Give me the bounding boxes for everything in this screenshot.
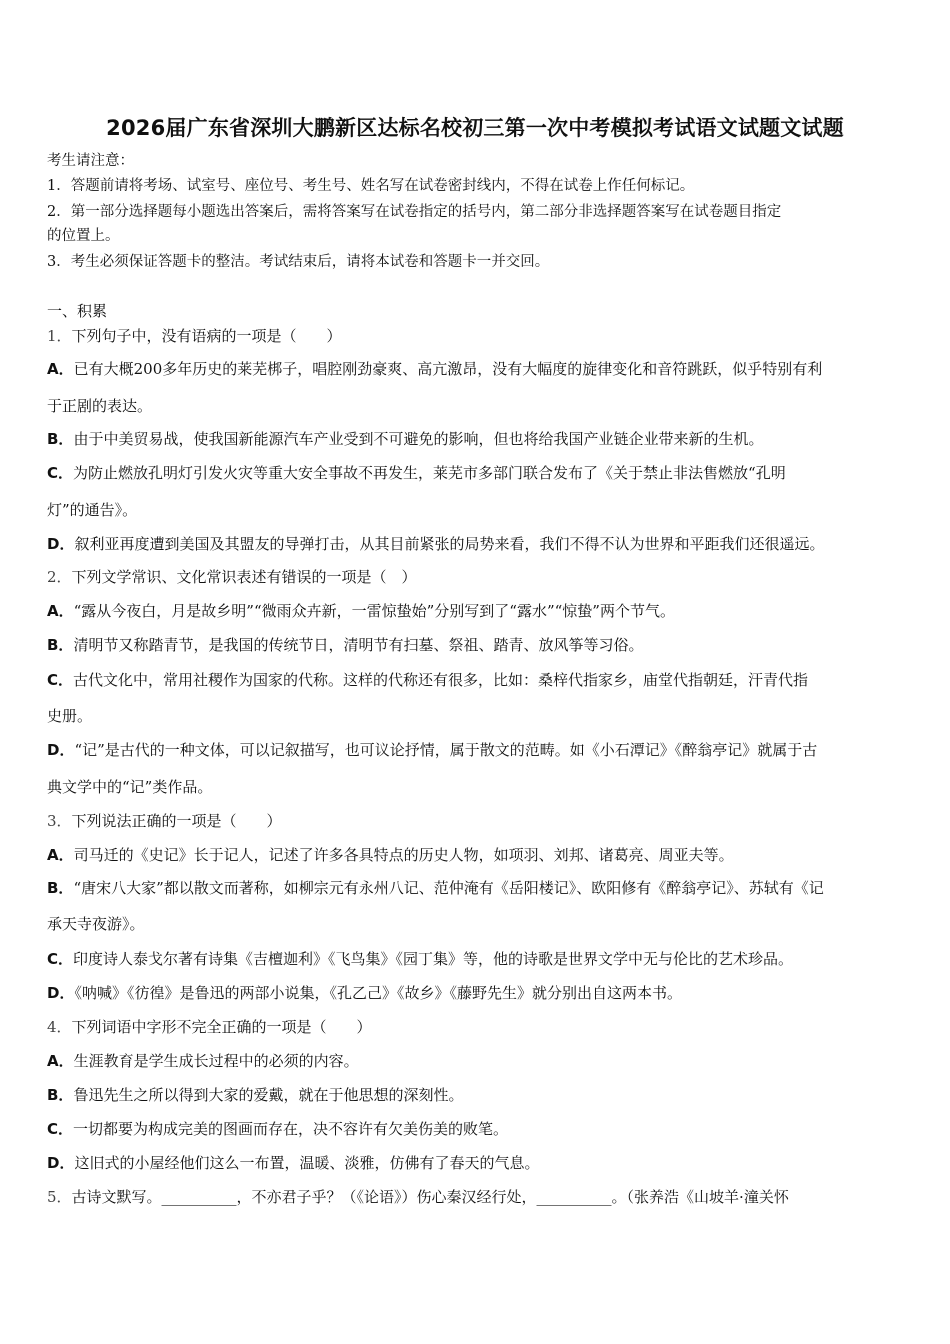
question-number: 2．: [47, 568, 72, 586]
section-heading: 一、积累: [47, 302, 108, 320]
option-letter: C．: [47, 464, 74, 482]
notice-line: 2．第一部分选择题每小题选出答案后，需将答案写在试卷指定的括号内，第二部分非选择题答案写在试卷题目指定: [47, 204, 782, 220]
option-a: [47, 1051, 909, 1071]
option-a-cont: 于正剧的表达。: [47, 397, 153, 415]
option-letter: D．: [47, 984, 75, 1002]
option-c: [47, 463, 909, 483]
question-stem: [47, 1187, 909, 1207]
question-text: 下列文学常识、文化常识表述有错误的一项是（ ）: [71, 568, 417, 586]
option-text: “唐宋八大家”都以散文而著称，如柳宗元有永州八记、范仲淹有《岳阳楼记》、欧阳修有《醉翁亭记》、苏轼有《记: [73, 879, 824, 897]
notice-heading: 考生请注意：: [47, 153, 134, 169]
notice-line: 1．答题前请将考场、试室号、座位号、考生号、姓名写在试卷密封线内，不得在试卷上作任何标记。: [47, 178, 695, 194]
option-b: [47, 1085, 909, 1105]
option-d-cont: 典文学中的“记”类作品。: [47, 778, 213, 796]
option-text: 为防止燃放孔明灯引发火灾等重大安全事故不再发生，莱芜市多部门联合发布了《关于禁止非法售燃放“孔明: [73, 464, 786, 482]
question-text: 下列句子中，没有语病的一项是（ ）: [71, 327, 342, 345]
option-a: [47, 359, 909, 379]
option-letter: D．: [47, 535, 75, 553]
option-letter: C．: [47, 671, 74, 689]
option-text: 司马迁的《史记》长于记人，记述了许多各具特点的历史人物，如项羽、刘邦、诸葛亮、周亚夫等。: [73, 846, 734, 864]
option-letter: B．: [47, 430, 74, 448]
option-letter: B．: [47, 636, 74, 654]
option-c: [47, 670, 909, 690]
option-letter: A．: [47, 602, 74, 620]
option-text: 一切都要为构成完美的图画而存在，决不容许有欠美伤美的败笔。: [73, 1120, 509, 1138]
option-b: [47, 878, 909, 898]
option-d: [47, 740, 909, 760]
question-number: 3．: [47, 812, 72, 830]
option-c: [47, 1119, 909, 1139]
option-text: “记”是古代的一种文体，可以记叙描写，也可议论抒情，属于散文的范畴。如《小石潭记》《醉翁亭记》就属于古: [74, 741, 818, 759]
option-text: 这旧式的小屋经他们这么一布置，温暖、淡雅，仿佛有了春天的气息。: [74, 1154, 540, 1172]
option-c-cont: 史册。: [47, 707, 93, 725]
option-text: 由于中美贸易战，使我国新能源汽车产业受到不可避免的影响，但也将给我国产业链企业带来新的生机。: [73, 430, 764, 448]
question-number: 1．: [47, 327, 72, 345]
option-c: [47, 949, 909, 969]
option-letter: D．: [47, 741, 75, 759]
option-letter: C．: [47, 950, 74, 968]
option-a: [47, 845, 909, 865]
option-d: [47, 1153, 909, 1173]
notice-line: 3．考生必须保证答题卡的整洁。考试结束后，请将本试卷和答题卡一并交回。: [47, 254, 550, 270]
question-stem: [47, 811, 909, 831]
option-text: 生涯教育是学生成长过程中的必须的内容。: [73, 1052, 359, 1070]
option-a: [47, 601, 909, 621]
option-letter: D．: [47, 1154, 75, 1172]
question-text: 下列说法正确的一项是（ ）: [71, 812, 282, 830]
option-c-cont: 灯”的通告》。: [47, 501, 138, 519]
option-letter: A．: [47, 1052, 74, 1070]
option-text: “露从今夜白，月是故乡明”“微雨众卉新，一雷惊蛰始”分别写到了“露水”“惊蛰”两个节气。: [73, 602, 675, 620]
option-letter: A．: [47, 360, 74, 378]
option-text: 已有大概200多年历史的莱芜梆子，唱腔刚劲豪爽、高亢激昂，没有大幅度的旋律变化和音符跳跃，似乎特别有利: [73, 360, 823, 378]
page-title: 2026届广东省深圳大鹏新区达标名校初三第一次中考模拟考试语文试题文试题: [106, 116, 844, 140]
option-text: 鲁迅先生之所以得到大家的爱戴，就在于他思想的深刻性。: [73, 1086, 464, 1104]
option-b: [47, 429, 909, 449]
question-stem: [47, 567, 909, 587]
question-number: 4．: [47, 1018, 72, 1036]
option-b-cont: 承天寺夜游》。: [47, 915, 145, 933]
option-letter: A．: [47, 846, 74, 864]
option-d: [47, 534, 909, 554]
option-text: 清明节又称踏青节，是我国的传统节日，清明节有扫墓、祭祖、踏青、放风筝等习俗。: [73, 636, 644, 654]
option-letter: C．: [47, 1120, 74, 1138]
option-text: 《呐喊》《彷徨》是鲁迅的两部小说集，《孔乙己》《故乡》《藤野先生》就分别出自这两本书。: [74, 984, 682, 1002]
option-letter: B．: [47, 879, 74, 897]
question-stem: [47, 1017, 909, 1037]
option-b: [47, 635, 909, 655]
question-number: 5．: [47, 1188, 72, 1206]
question-text: 下列词语中字形不完全正确的一项是（ ）: [71, 1018, 372, 1036]
option-d: [47, 983, 909, 1003]
question-stem: [47, 326, 909, 346]
question-text: 古诗文默写。__________，不亦君子乎？（《论语》）伤心秦汉经行处，__________。（张养浩《山坡羊·潼关怀: [71, 1188, 789, 1206]
notice-line: 的位置上。: [47, 228, 120, 244]
option-text: 叙利亚再度遭到美国及其盟友的导弹打击，从其目前紧张的局势来看，我们不得不认为世界和平距我们还很遥远。: [74, 535, 825, 553]
option-text: 古代文化中，常用社稷作为国家的代称。这样的代称还有很多，比如：桑梓代指家乡，庙堂代指朝廷，汗青代指: [73, 671, 809, 689]
option-text: 印度诗人泰戈尔著有诗集《吉檀迦利》《飞鸟集》《园丁集》等，他的诗歌是世界文学中无与伦比的艺术珍品。: [73, 950, 794, 968]
option-letter: B．: [47, 1086, 74, 1104]
